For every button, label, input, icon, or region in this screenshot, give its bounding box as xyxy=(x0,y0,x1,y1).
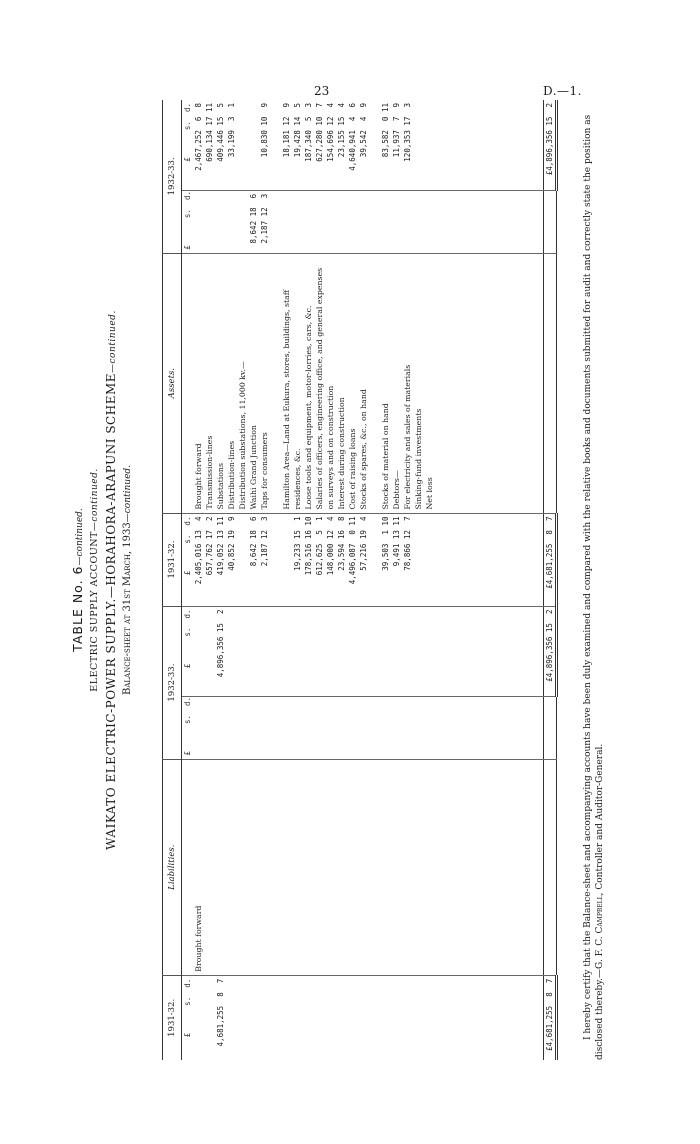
asset-row-prev: 9,491 13 11 xyxy=(392,516,401,567)
asset-row-sub xyxy=(204,194,215,250)
assets-curr-column xyxy=(193,100,544,190)
asset-row-curr xyxy=(369,103,380,187)
headings xyxy=(70,80,133,1080)
audit-certificate: I hereby certify that the Balance-sheet and accompanying accounts have been duly examined and compared with the relative books and documents submitted for audit and correctly state the position as disclosed thereby.—G. F. C. Campbell, Controller and Auditor-General. xyxy=(583,114,605,1060)
asset-row-sub xyxy=(325,194,336,250)
asset-row-desc: Interest during construction xyxy=(337,397,346,510)
asset-row-desc: Salaries of officers, engineering office, and general expenses on surveys and on construction xyxy=(315,267,335,510)
asset-row-sub xyxy=(347,194,358,250)
asset-row-desc: Hamilton Area—Land at Eukura, stores, buildings, staff residences, &c. xyxy=(282,289,302,510)
lsd-label: £ s. d. xyxy=(182,606,194,696)
asset-row-desc: For electricity and sales of materials xyxy=(403,364,412,510)
asset-row-sub xyxy=(402,194,413,250)
asset-row-curr: 120,353 17 3 xyxy=(403,103,412,162)
asset-row-desc: Distribution-lines xyxy=(227,440,236,510)
asset-row-curr: 154,696 12 4 xyxy=(326,103,335,162)
asset-row-sub xyxy=(270,194,281,250)
assets-sub-column xyxy=(193,190,544,253)
asset-row-prev: 8,642 18 6 xyxy=(249,516,258,567)
asset-row-sub xyxy=(215,194,226,250)
asset-row-sub xyxy=(226,194,237,250)
asset-row-desc xyxy=(369,257,380,510)
liab-prev-amount: 4,681,255 8 7 xyxy=(216,978,225,1047)
asset-row-desc: Brought forward xyxy=(194,443,203,510)
asset-row-desc: Cost of raising loans xyxy=(348,428,357,510)
asset-row-sub xyxy=(358,194,369,250)
page-number: 23 xyxy=(314,84,330,98)
asset-row-desc: Net loss xyxy=(425,477,434,510)
asset-row-curr xyxy=(237,103,248,187)
asset-row-curr: 2,467,252 6 8 xyxy=(194,103,203,171)
liab-curr-amount: 4,896,356 15 2 xyxy=(216,609,225,678)
lsd-label: £ s. d. xyxy=(182,100,194,190)
asset-row-sub: 2,187 12 3 xyxy=(260,193,269,244)
asset-row-desc: Debtors— xyxy=(392,470,401,510)
lsd-label: £ s. d. xyxy=(182,190,194,253)
asset-row-desc: Stocks of spares, &c., on hand xyxy=(359,389,368,510)
assets-prev-column xyxy=(193,513,544,606)
total-row xyxy=(544,100,557,1060)
header-liab-curr-year: 1932-33. xyxy=(163,606,182,759)
asset-row-curr: 19,428 14 5 xyxy=(293,103,302,158)
asset-row-sub xyxy=(292,194,303,250)
assets-curr-total: £4,896,356 15 2 xyxy=(544,100,557,190)
document-code: D.—1. xyxy=(543,84,582,98)
header-assets-prev-year: 1931-32. xyxy=(163,513,182,606)
asset-row-curr xyxy=(248,103,259,187)
asset-row-prev: 40,852 19 9 xyxy=(227,516,236,571)
asset-row-prev xyxy=(270,517,281,603)
header-assets-curr-year: 1932-33. xyxy=(163,100,182,253)
asset-row-prev xyxy=(281,517,292,603)
assets-desc-column xyxy=(193,253,544,513)
asset-row-sub xyxy=(369,194,380,250)
asset-row-prev: 19,233 15 1 xyxy=(293,516,302,571)
auditor-name: G. F. C. Campbell xyxy=(595,895,605,969)
balance-sheet-table xyxy=(162,100,558,1060)
asset-row-curr: 4,640,941 4 6 xyxy=(348,103,357,171)
asset-row-curr: 627,280 10 7 xyxy=(315,103,324,162)
asset-row-desc: Distribution substations, 11,000 kv.— xyxy=(238,361,247,510)
asset-row-desc: Stocks of material on hand xyxy=(381,403,390,510)
table-label: TABLE No. 6—continued. xyxy=(70,508,85,652)
asset-row-prev: 39,503 1 10 xyxy=(381,516,390,571)
asset-row-curr: 18,181 12 9 xyxy=(282,103,291,158)
asset-row-prev: 148,000 12 4 xyxy=(326,516,335,576)
liab-item: Brought forward xyxy=(194,905,203,972)
asset-row-curr: 39,542 4 9 xyxy=(359,103,368,158)
asset-row-desc: Substations xyxy=(216,463,225,510)
asset-row-sub xyxy=(303,194,314,250)
asset-row-curr: 690,134 17 11 xyxy=(205,103,214,162)
asset-row-prev: 612,625 5 1 xyxy=(315,516,324,576)
asset-row-prev: 78,866 12 7 xyxy=(403,516,412,571)
asset-row-desc xyxy=(270,257,281,510)
asset-row-sub xyxy=(391,194,402,250)
header-row xyxy=(163,100,182,1060)
lsd-label: £ s. d. xyxy=(183,978,192,1038)
asset-row-prev xyxy=(369,517,380,603)
asset-row-prev: 657,762 17 2 xyxy=(205,516,214,576)
header-liabilities: Liabilities. xyxy=(163,759,182,975)
asset-row-sub xyxy=(314,194,325,250)
asset-row-desc: Loose tools and equipment, motor-lorries, cars, &c. xyxy=(304,305,313,510)
asset-row-sub xyxy=(336,194,347,250)
body-row xyxy=(193,100,544,1060)
asset-row-prev: 2,405,016 13 4 xyxy=(194,516,203,585)
asset-row-curr: 10,830 10 9 xyxy=(260,103,269,158)
asset-row-prev xyxy=(237,517,248,603)
asset-row-curr: 33,199 3 1 xyxy=(227,103,236,158)
asset-row-prev: 23,594 16 8 xyxy=(337,516,346,571)
balance-sheet-rotated xyxy=(70,80,630,1080)
asset-row-sub xyxy=(193,194,204,250)
asset-row-curr: 83,582 0 11 xyxy=(381,103,390,158)
lsd-label: £ s. d. xyxy=(182,696,194,759)
liab-curr-total: £4,896,356 15 2 xyxy=(544,606,557,696)
scheme-title: WAIKATO ELECTRIC-POWER SUPPLY.—HORAHORA-ARAPUNI SCHEME—continued. xyxy=(104,310,118,850)
asset-row-curr: 11,937 7 9 xyxy=(392,103,401,158)
asset-row-curr xyxy=(270,103,281,187)
asset-row-prev: 4,496,087 0 11 xyxy=(348,516,357,585)
asset-row-desc: Transmission-lines xyxy=(205,435,214,510)
asset-row-prev: 57,216 19 4 xyxy=(359,516,368,571)
asset-row-curr: 187,340 5 3 xyxy=(304,103,313,162)
asset-row-sub xyxy=(237,194,248,250)
asset-row-desc: Sinking-fund investments xyxy=(414,408,423,510)
asset-row-sub xyxy=(380,194,391,250)
asset-row-prev: 178,516 16 10 xyxy=(304,516,313,576)
asset-row-curr: 409,446 15 5 xyxy=(216,103,225,162)
asset-row-sub: 8,642 18 6 xyxy=(249,193,258,244)
lsd-label: £ s. d. xyxy=(182,513,194,606)
header-liab-prev-year: 1931-32. xyxy=(163,975,182,1060)
asset-row-curr: 23,155 15 4 xyxy=(337,103,346,158)
asset-row-prev: 419,052 13 11 xyxy=(216,516,225,576)
asset-row-desc: Waihi Grand Junction xyxy=(249,425,258,510)
lsd-row xyxy=(182,100,194,1060)
asset-row-prev: 2,187 12 3 xyxy=(260,516,269,567)
liab-prev-total: £4,681,255 8 7 xyxy=(544,975,557,1060)
date-line: Balance-sheet at 31st March, 1933—continued. xyxy=(122,464,133,696)
account-subtitle: ELECTRIC SUPPLY ACCOUNT—continued. xyxy=(89,468,100,692)
header-assets: Assets. xyxy=(163,253,182,513)
assets-prev-total: £4,681,255 8 7 xyxy=(544,513,557,606)
asset-row-desc: Taps for consumers xyxy=(260,432,269,510)
asset-row-sub xyxy=(281,194,292,250)
